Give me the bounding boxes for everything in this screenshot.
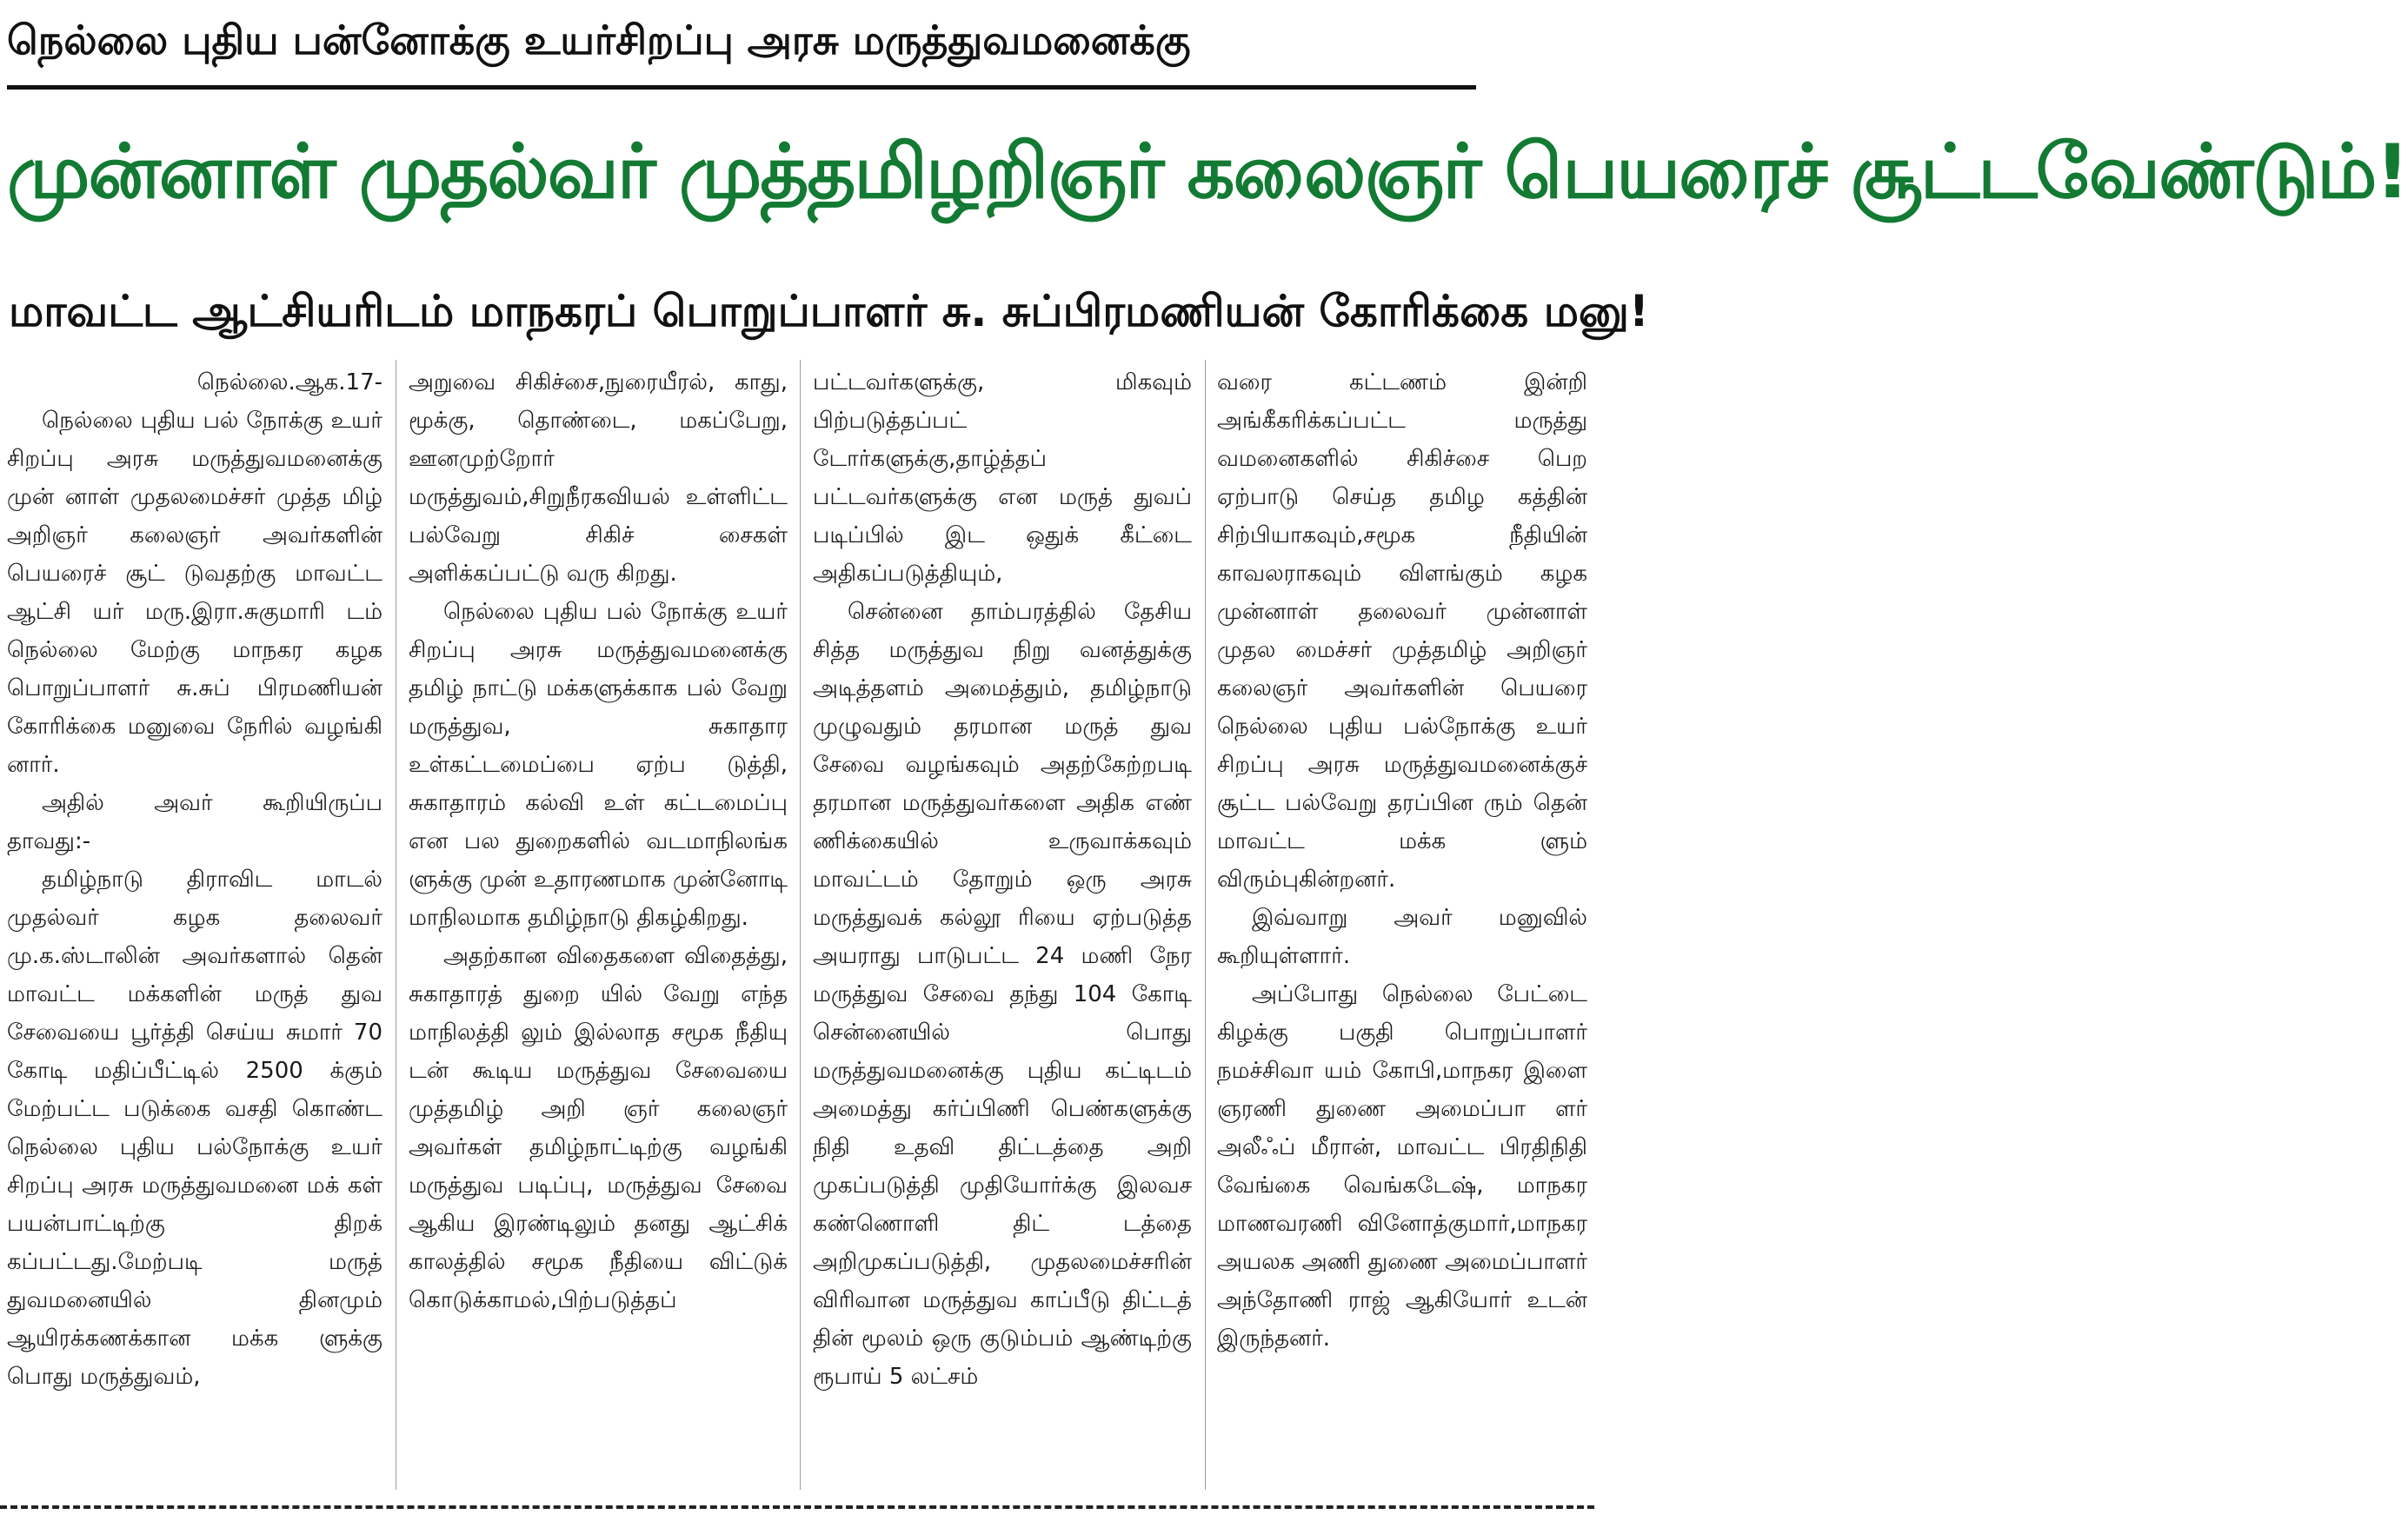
article-column-1 (7, 363, 382, 1485)
main-headline: முன்னாள் முதல்வர் முத்தமிழறிஞர் கலைஞர் பெயரைச் சூட்டவேண்டும்! (7, 129, 2408, 216)
paragraph: அப்போது நெல்லை பேட்டை கிழக்கு பகுதி பொறுப்பாளர் நமச்சிவா யம் கோபி,மாநகர இளை ஞரணி துணை அமைப்பா ளர் அலீஃப் மீரான், மாவட்ட பிரதிநிதி வேங்கை வெங்கடேஷ், மாநகர மாணவரணி வினோத்குமார்,மாநகர அயலக அணி துணை அமைப்பாளர் அந்தோணி ராஜ் ஆகியோர் உடன் இருந்தனர். (1217, 981, 1587, 1352)
sub-headline: மாவட்ட ஆட்சியரிடம் மாநகரப் பொறுப்பாளர் சு. சுப்பிரமணியன் கோரிக்கை மனு! (9, 286, 1649, 336)
paragraph: சென்னை தாம்பரத்தில் தேசிய சித்த மருத்துவ நிறு வனத்துக்கு அடித்தளம் அமைத்தும், தமிழ்நாடு முழுவதும் தரமான மருத் துவ சேவை வழங்கவும் அதற்கேற்றபடி தரமான மருத்துவர்களை அதிக எண் ணிக்கையில் உருவாக்கவும் மாவட்டம் தோறும் ஒரு அரசு மருத்துவக் கல்லூ ரியை ஏற்படுத்த அயராது பாடுபட்ட 24 மணி நேர மருத்துவ சேவை தந்து 104 கோடி சென்னையில் பொது மருத்துவமனைக்கு புதிய கட்டிடம் அமைத்து கர்ப்பிணி பெண்களுக்கு நிதி உதவி திட்டத்தை அறி முகப்படுத்தி முதியோர்க்கு இலவச கண்ணொளி திட் டத்தை அறிமுகப்படுத்தி, முதலமைச்சரின் விரிவான மருத்துவ காப்பீடு திட்டத் தின் மூலம் ஒரு குடும்பம் ஆண்டிற்கு ரூபாய் 5 லட்சம் (813, 599, 1192, 1390)
paragraph: அதில் அவர் கூறியிருப்ப தாவது:- (7, 790, 382, 854)
paragraph: இவ்வாறு அவர் மனுவில் கூறியுள்ளார். (1217, 905, 1587, 969)
article-column-2 (409, 363, 788, 1485)
paragraph: வரை கட்டணம் இன்றி அங்கீகரிக்கப்பட்ட மருத்து வமனைகளில் சிகிச்சை பெற ஏற்பாடு செய்த தமிழ கத்தின் சிற்பியாகவும்,சமூக நீதியின் காவலராகவும் விளங்கும் கழக முன்னாள் தலைவர் முன்னாள் முதல மைச்சர் முத்தமிழ் அறிஞர் கலைஞர் அவர்களின் பெயரை நெல்லை புதிய பல்நோக்கு உயர் சிறப்பு அரசு மருத்துவமனைக்குச் சூட்ட பல்வேறு தரப்பின ரும் தென் மாவட்ட மக்க ளும் விரும்புகின்றனர். (1217, 369, 1587, 893)
paragraph: தமிழ்நாடு திராவிட மாடல் முதல்வர் கழக தலைவர் மு.க.ஸ்டாலின் அவர்களால் தென் மாவட்ட மக்களின் மருத் துவ சேவையை பூர்த்தி செய்ய சுமார் 70 கோடி மதிப்பீட்டில் 2500 க்கும் மேற்பட்ட படுக்கை வசதி கொண்ட நெல்லை புதிய பல்நோக்கு உயர் சிறப்பு அரசு மருத்துவமனை மக் கள் பயன்பாட்டிற்கு திறக் கப்பட்டது.மேற்படி மருத் துவமனையில் தினமும் ஆயிரக்கணக்கான மக்க ளுக்கு பொது மருத்துவம், (7, 867, 382, 1390)
paragraph: நெல்லை புதிய பல் நோக்கு உயர் சிறப்பு அரசு மருத்துவமனைக்கு தமிழ் நாட்டு மக்களுக்காக பல் வேறு மருத்துவ, சுகாதார உள்கட்டமைப்பை ஏற்ப டுத்தி, சுகாதாரம் கல்வி உள் கட்டமைப்பு என பல துறைகளில் வடமாநிலங்க ளுக்கு முன் உதாரணமாக முன்னோடி மாநிலமாக தமிழ்நாடு திகழ்கிறது. (409, 599, 788, 931)
dateline: நெல்லை.ஆக.17- (196, 369, 382, 395)
article-column-4 (1217, 363, 1587, 1485)
paragraph: பட்டவர்களுக்கு, மிகவும் பிற்படுத்தப்பட் டோர்களுக்கு,தாழ்த்தப் பட்டவர்களுக்கு என மருத் துவப் படிப்பில் இட ஒதுக் கீட்டை அதிகப்படுத்தியும், (813, 369, 1192, 587)
paragraph: அறுவை சிகிச்சை,நுரையீரல், காது, மூக்கு, தொண்டை, மகப்பேறு, ஊனமுற்றோர் மருத்துவம்,சிறுநீரகவியல் உள்ளிட்ட பல்வேறு சிகிச் சைகள் அளிக்கப்பட்டு வரு கிறது. (409, 369, 788, 587)
kicker-headline: நெல்லை புதிய பன்னோக்கு உயர்சிறப்பு அரசு மருத்துவமனைக்கு (7, 7, 1476, 90)
dashed-bottom-border (0, 1505, 1594, 1509)
paragraph: நெல்லை புதிய பல் நோக்கு உயர் சிறப்பு அரசு மருத்துவமனைக்கு முன் னாள் முதலமைச்சர் முத்த மிழ் அறிஞர் கலைஞர் அவர்களின் பெயரைச் சூட் டுவதற்கு மாவட்ட ஆட்சி யர் மரு.இரா.சுகுமாரி டம் நெல்லை மேற்கு மாநகர கழக பொறுப்பாளர் சு.சுப் பிரமணியன் கோரிக்கை மனுவை நேரில் வழங்கி னார். (7, 408, 382, 778)
paragraph: அதற்கான விதைகளை விதைத்து, சுகாதாரத் துறை யில் வேறு எந்த மாநிலத்தி லும் இல்லாத சமூக நீதியு டன் கூடிய மருத்துவ சேவையை முத்தமிழ் அறி ஞர் கலைஞர் அவர்கள் தமிழ்நாட்டிற்கு வழங்கி மருத்துவ படிப்பு, மருத்துவ சேவை ஆகிய இரண்டிலும் தனது ஆட்சிக் காலத்தில் சமூக நீதியை விட்டுக் கொடுக்காமல்,பிற்படுத்தப் (409, 943, 788, 1313)
column-divider (1205, 360, 1206, 1490)
article-column-3 (813, 363, 1192, 1485)
column-divider (800, 360, 801, 1490)
